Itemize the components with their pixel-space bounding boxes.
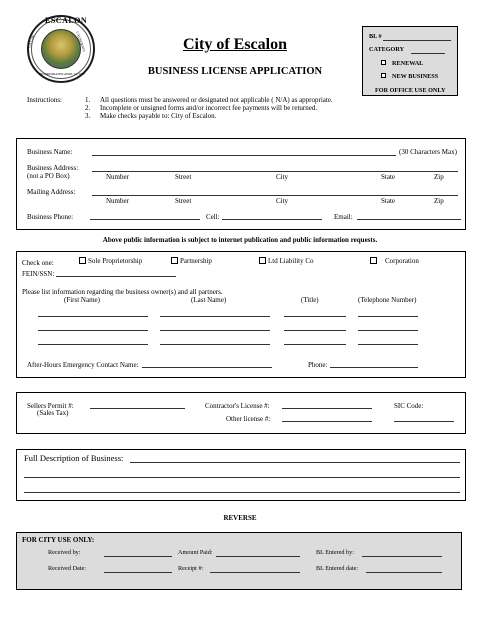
llc-label: Ltd Liability Co [268,257,314,265]
received-date-field[interactable] [104,572,172,573]
address-number-caption: Number [106,173,129,181]
contractor-license-field[interactable] [282,408,372,409]
emergency-phone-field[interactable] [330,367,418,368]
received-date-label: Received Date: [48,565,86,572]
other-license-field[interactable] [282,421,372,422]
fein-label: FEIN/SSN: [22,270,55,278]
address-zip-caption: Zip [434,173,444,181]
telephone-caption: (Telephone Number) [358,296,417,304]
category-field[interactable] [411,53,445,54]
partnership-checkbox[interactable] [171,257,178,264]
city-use-heading: FOR CITY USE ONLY: [22,536,95,544]
owner-2-title[interactable] [284,330,346,331]
description-line-3[interactable] [24,492,460,493]
sic-code-label: SIC Code: [394,402,424,410]
office-use-box [362,26,458,96]
renewal-option[interactable] [381,60,423,67]
sole-proprietorship-option[interactable] [79,257,142,265]
business-address-field[interactable] [92,171,458,172]
address-state-caption: State [381,173,395,181]
received-by-field[interactable] [104,556,172,557]
emergency-contact-label: After-Hours Emergency Contact Name: [27,361,139,369]
ownership-section [16,251,466,378]
category-label: CATEGORY [369,46,405,53]
email-label: Email: [334,213,353,221]
seal-text-top: ESCALON [45,16,88,25]
owner-2-phone[interactable] [358,330,418,331]
mailing-number-caption: Number [106,197,129,205]
bl-entered-by-label: BL Entered by: [316,549,354,556]
instruction-num-1: 1. [85,96,91,104]
email-field[interactable] [357,219,461,220]
amount-paid-field[interactable] [216,556,300,557]
business-address-hint: (not a PO Box) [27,172,70,180]
sales-tax-label: (Sales Tax) [37,409,69,417]
corporation-checkbox[interactable] [370,257,377,264]
check-one-label: Check one: [22,259,54,267]
amount-paid-label: Amount Paid: [178,549,213,556]
reverse-note: REVERSE [223,514,257,522]
receipt-number-label: Receipt #: [178,565,204,572]
emergency-contact-field[interactable] [142,367,272,368]
receipt-number-field[interactable] [210,572,300,573]
description-line-1[interactable] [130,462,460,463]
emergency-phone-label: Phone: [308,361,328,369]
partnership-label: Partnership [180,257,212,265]
public-info-notice: Above public information is subject to internet publication and public information requests. [102,236,378,244]
bl-number-field[interactable] [383,40,451,41]
llc-option[interactable] [259,257,314,265]
new-business-checkbox[interactable] [381,73,386,78]
seal-text-left: CITY OF [27,34,36,49]
other-license-label: Other license #: [226,415,271,423]
mailing-state-caption: State [381,197,395,205]
owner-1-phone[interactable] [358,316,418,317]
sole-proprietorship-label: Sole Proprietorship [88,257,143,265]
new-business-label: NEW BUSINESS [392,73,439,80]
renewal-label: RENEWAL [392,60,424,67]
instruction-num-3: 3. [85,112,91,120]
contractor-license-label: Contractor's License #: [205,402,270,410]
permits-section [16,392,466,434]
page-title: City of Escalon [183,36,287,53]
corporation-label: Corporation [385,257,419,265]
sole-proprietorship-checkbox[interactable] [79,257,86,264]
first-name-caption: (First Name) [64,296,100,304]
instruction-text-1: All questions must be answered or designated not applicable ( N/A) as appropriate. [100,96,333,104]
instructions-label: Instructions: [27,96,62,104]
owners-intro: Please list information regarding the business owner(s) and all partners. [22,288,223,296]
renewal-checkbox[interactable] [381,60,386,65]
bl-entered-by-field[interactable] [362,556,442,557]
owner-1-last-name[interactable] [160,316,270,317]
business-phone-label: Business Phone: [27,213,74,221]
last-name-caption: (Last Name) [191,296,227,304]
instruction-text-2: Incomplete or unsigned forms and/or incorrect fee payments will be returned. [100,104,318,112]
corporation-option[interactable] [370,257,419,265]
sic-code-field[interactable] [394,421,454,422]
instruction-num-2: 2. [85,104,91,112]
business-name-field[interactable] [92,155,396,156]
business-phone-field[interactable] [90,219,200,220]
instruction-text-3: Make checks payable to: City of Escalon. [100,112,217,120]
seal-text-bottom: INCORPORATED APRIL 12, 1957 [39,72,85,76]
partnership-option[interactable] [171,257,212,265]
mailing-address-field[interactable] [92,195,458,196]
fein-field[interactable] [56,276,176,277]
address-street-caption: Street [175,173,192,181]
business-address-label: Business Address: [27,164,79,172]
owner-2-first-name[interactable] [38,330,148,331]
owner-1-title[interactable] [284,316,346,317]
sellers-permit-label: Sellers Permit #: [27,402,74,410]
mailing-city-caption: City [276,197,289,205]
owner-2-last-name[interactable] [160,330,270,331]
description-line-2[interactable] [24,477,460,478]
seal-text-right: CALIFORNIA [75,31,87,53]
bl-entered-date-label: BL Entered date: [316,565,359,572]
owner-3-first-name[interactable] [38,344,148,345]
page-subtitle: BUSINESS LICENSE APPLICATION [147,66,323,77]
business-name-hint: (30 Characters Max) [399,148,457,156]
mailing-zip-caption: Zip [434,197,444,205]
llc-checkbox[interactable] [259,257,266,264]
owner-1-first-name[interactable] [38,316,148,317]
cell-label: Cell: [206,213,220,221]
owner-3-title[interactable] [284,344,346,345]
description-label: Full Description of Business: [24,453,124,463]
mailing-street-caption: Street [175,197,192,205]
office-use-footer: FOR OFFICE USE ONLY [375,87,446,94]
new-business-option[interactable] [381,73,438,80]
cell-field[interactable] [222,219,322,220]
owner-3-phone[interactable] [358,344,418,345]
received-by-label: Received by: [48,549,81,556]
bl-entered-date-field[interactable] [366,572,442,573]
title-caption: (Title) [301,296,319,304]
sellers-permit-field[interactable] [90,408,185,409]
address-city-caption: City [276,173,289,181]
business-name-label: Business Name: [27,148,73,156]
mailing-address-label: Mailing Address: [27,188,76,196]
owner-3-last-name[interactable] [160,344,270,345]
bl-number-label: BL # [369,33,382,40]
